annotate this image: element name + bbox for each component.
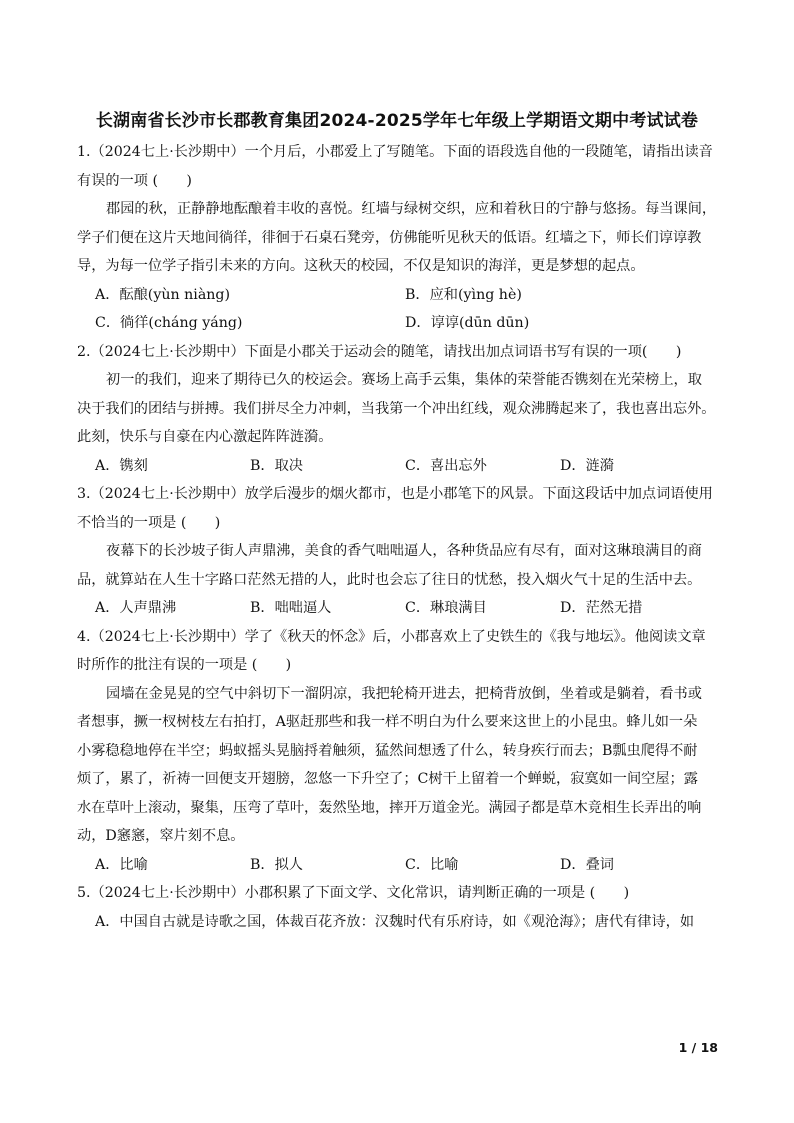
option-b: B．咄咄逼人 (250, 600, 332, 616)
option-row (77, 851, 722, 880)
question-stem-line: 4.（2024七上·长沙期中）学了《秋天的怀念》后，小郡喜欢上了史铁生的《我与地坛》。他阅读文章 (77, 628, 706, 645)
question-list (77, 138, 722, 936)
passage-line: 烦了，累了，祈祷一回便支开翅膀，忽悠一下升空了；C树干上留着一个蝉蜕，寂寞如一间空屋；露 (77, 771, 698, 787)
passage-line: 品，就算站在人生十字路口茫然无措的人，此时也会忘了往日的忧愁，投入烟火气十足的生活中去。 (77, 571, 702, 588)
option-c: C．比喻 (405, 856, 459, 873)
question-3 (77, 480, 722, 623)
passage-line: 初一的我们，迎来了期待已久的校运会。赛场上高手云集，集体的荣誉能否镌刻在光荣榜上，取 (106, 372, 702, 388)
question-stem-line: 有误的一项 ( ) (77, 172, 192, 189)
option-b: B．应和(yìng hè) (405, 286, 522, 303)
option-row (77, 452, 722, 481)
passage-line: 水在草叶上滚动，聚集，压弯了草叶，轰然坠地，摔开万道金光。满园子都是草木竞相生长弄出的响 (77, 799, 702, 816)
option-a: A．比喻 (95, 856, 148, 873)
option-d: D．涟漪 (560, 457, 614, 474)
passage-line: 导，为每一位学子指引未来的方向。这秋天的校园，不仅是知识的海洋，更是梦想的起点。 (77, 258, 645, 274)
option-row (77, 594, 722, 623)
passage-line: 郡园的秋，正静静地酝酿着丰收的喜悦。红墙与绿树交织，应和着秋日的宁静与悠扬。每当课间， (106, 201, 717, 217)
option-d: D．茫然无措 (560, 600, 643, 616)
passage-line: 决于我们的团结与拼搏。我们拼尽全力冲刺，当我第一个冲出红线，观众沸腾起来了，我也喜出忘外。 (77, 400, 716, 417)
passage-line: 此刻，快乐与自豪在内心激起阵阵涟漪。 (77, 429, 333, 445)
passage-line: 者想事，撅一杈树枝左右拍打，A驱赶那些和我一样不明白为什么要来这世上的小昆虫。蜂儿如一朵 (77, 714, 698, 730)
page-number: 1 / 18 (678, 1040, 718, 1055)
question-stem-line: 2.（2024七上·长沙期中）下面是小郡关于运动会的随笔，请找出加点词语书写有误的一项( ) (77, 343, 682, 360)
option-b: B．拟人 (250, 856, 303, 873)
passage-line: 夜幕下的长沙坡子街人声鼎沸，美食的香气咄咄逼人，各种货品应有尽有，面对这琳琅满目的商 (106, 543, 702, 559)
option-a: A．酝酿(yùn niàng) (95, 286, 231, 303)
option-c: C．喜出忘外 (405, 457, 487, 474)
option-c: C．琳琅满目 (405, 600, 487, 616)
option-d: D．谆谆(dūn dūn) (405, 315, 530, 331)
passage-line: 园墙在金晃晃的空气中斜切下一溜阴凉，我把轮椅开进去，把椅背放倒，坐着或是躺着，看书或 (106, 685, 702, 702)
question-2 (77, 338, 722, 481)
question-stem-line: 3.（2024七上·长沙期中）放学后漫步的烟火都市，也是小郡笔下的风景。下面这段话中加点词语使用 (77, 486, 713, 502)
option-b: B．取决 (250, 457, 303, 474)
exam-title: 长湖南省长沙市长郡教育集团2024-2025学年七年级上学期语文期中考试试卷 (95, 111, 699, 131)
question-stem-line: 不恰当的一项是 ( ) (77, 514, 221, 531)
option-row (77, 281, 722, 310)
option-row (77, 309, 722, 338)
question-stem-line: 1.（2024七上·长沙期中）一个月后，小郡爱上了写随笔。下面的语段选自他的一段随笔，请指出读音 (77, 144, 713, 160)
option-d: D．叠词 (560, 856, 614, 873)
question-5 (77, 879, 722, 936)
passage-line: 学子们便在这片天地间徜徉，徘徊于石桌石凳旁，仿佛能听见秋天的低语。红墙之下，师长们谆谆教 (77, 229, 702, 246)
option-a: A．镌刻 (95, 457, 148, 474)
option-c: C．徜徉(cháng yáng) (95, 315, 243, 331)
option-a: A．人声鼎沸 (95, 600, 177, 616)
option-a: A．中国自古就是诗歌之国，体裁百花齐放：汉魏时代有乐府诗，如《观沧海》；唐代有律诗，如 (95, 913, 695, 930)
question-1 (77, 138, 722, 338)
question-stem-line: 5.（2024七上·长沙期中）小郡积累了下面文学、文化常识，请判断正确的一项是 ( ) (77, 885, 630, 901)
question-4 (77, 623, 722, 880)
passage-line: 动，D窸窸，窣片刻不息。 (77, 828, 245, 844)
question-stem-line: 时所作的批注有误的一项是 ( ) (77, 657, 292, 673)
passage-line: 小雾稳稳地停在半空；蚂蚁摇头晃脑捋着触须，猛然间想透了什么，转身疾行而去；B瓢虫爬得不耐 (77, 742, 698, 759)
